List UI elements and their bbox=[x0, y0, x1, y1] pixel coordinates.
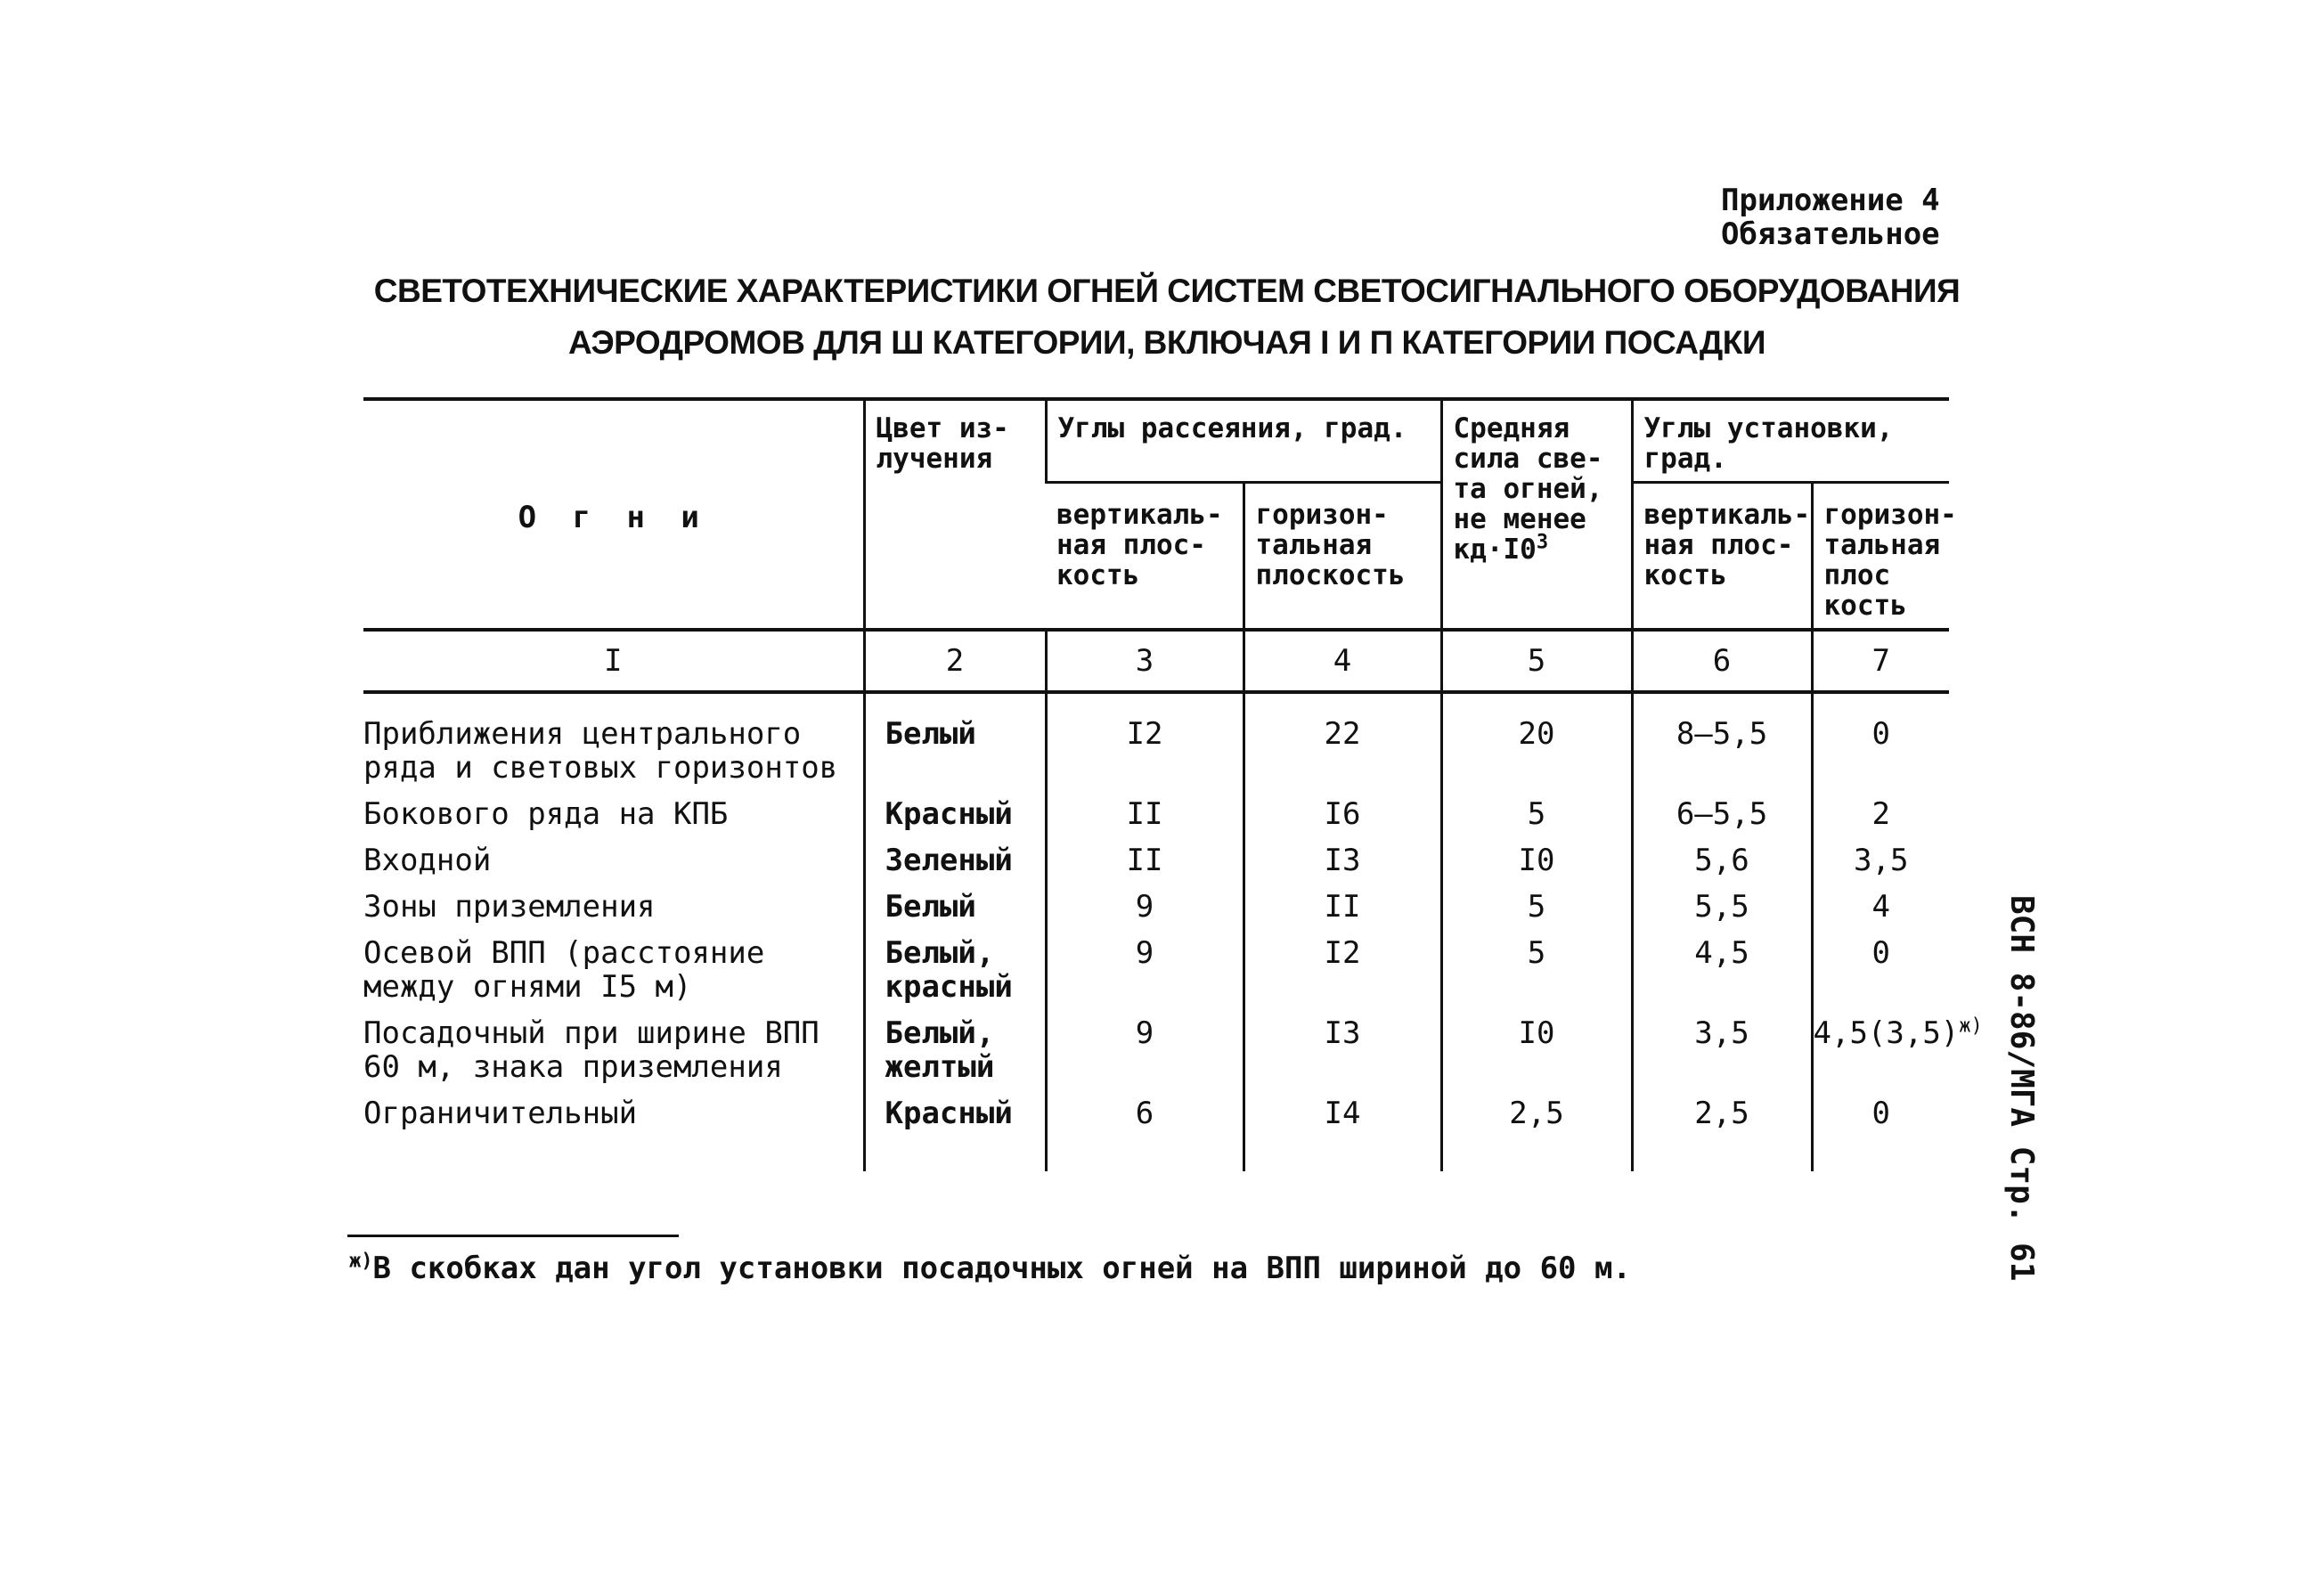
cell-install-horizontal: 0 bbox=[1812, 936, 1949, 1016]
title-line-1: СВЕТОТЕХНИЧЕСКИЕ ХАРАКТЕРИСТИКИ ОГНЕЙ СИСТЕМ СВЕТОСИГНАЛЬНОГО ОБОРУДОВАНИЯ bbox=[373, 273, 1961, 309]
appendix-status: Обязательное bbox=[1721, 216, 1940, 252]
cell-light-name: Посадочный при ширине ВПП 60 м, знака приземления bbox=[363, 1015, 820, 1085]
cell-install-horizontal-value: 4,5(3,5) bbox=[1813, 1015, 1960, 1051]
table-row bbox=[363, 844, 1949, 890]
cell-scatter-horizontal: I6 bbox=[1244, 797, 1441, 844]
cell-install-horizontal: 0 bbox=[1812, 1096, 1949, 1171]
table-row bbox=[363, 1016, 1949, 1096]
cell-install-vertical: 5,6 bbox=[1632, 844, 1812, 890]
footnote-reference: ж) bbox=[1959, 1015, 1983, 1038]
header-lights: О г н и bbox=[363, 399, 864, 630]
cell-light-name: Ограничительный bbox=[363, 1096, 638, 1131]
cell-install-horizontal: 2 bbox=[1812, 797, 1949, 844]
cell-intensity: 5 bbox=[1441, 936, 1632, 1016]
cell-scatter-horizontal: I4 bbox=[1244, 1096, 1441, 1171]
cell-scatter-horizontal: 22 bbox=[1244, 692, 1441, 797]
cell-install-vertical: 5,5 bbox=[1632, 890, 1812, 936]
cell-install-horizontal: 4 bbox=[1812, 890, 1949, 936]
table-row bbox=[363, 936, 1949, 1016]
cell-color: Красный bbox=[864, 1096, 1046, 1171]
cell-light-name: Зоны приземления bbox=[363, 889, 656, 925]
header-color: Цвет из- лучения bbox=[864, 399, 1046, 630]
footnote-mark: ж) bbox=[349, 1250, 373, 1273]
cell-intensity: 20 bbox=[1441, 692, 1632, 797]
lights-spec-table bbox=[363, 397, 1983, 1171]
cell-intensity: 5 bbox=[1441, 797, 1632, 844]
header-install-horizontal: горизон- тальная плос кость bbox=[1812, 483, 1949, 631]
cell-light-name: Осевой ВПП (расстояние между огнями I5 м) bbox=[363, 935, 765, 1005]
header-scatter-vertical: вертикаль- ная плос- кость bbox=[1046, 483, 1244, 631]
cell-scatter-vertical: II bbox=[1046, 797, 1244, 844]
title-line-2: АЭРОДРОМОВ ДЛЯ Ш КАТЕГОРИИ, ВКЛЮЧАЯ I И П КАТЕГОРИИ ПОСАДКИ bbox=[568, 324, 1765, 361]
cell-install-vertical: 4,5 bbox=[1632, 936, 1812, 1016]
cell-color: Зеленый bbox=[864, 844, 1046, 890]
footnote bbox=[349, 1251, 1631, 1286]
table-row bbox=[363, 692, 1949, 797]
column-number: 5 bbox=[1441, 630, 1632, 692]
column-number: I bbox=[363, 630, 864, 692]
header-intensity-text: Средняя сила све- та огней, не менее кд·I0 bbox=[1453, 412, 1603, 566]
cell-install-vertical: 8–5,5 bbox=[1632, 692, 1812, 797]
cell-scatter-vertical: 9 bbox=[1046, 890, 1244, 936]
cell-scatter-horizontal: I2 bbox=[1244, 936, 1441, 1016]
cell-install-horizontal: 3,5 bbox=[1812, 844, 1949, 890]
cell-install-horizontal: 0 bbox=[1812, 692, 1949, 797]
cell-light-name: Входной bbox=[363, 843, 492, 878]
footnote-text: В скобках дан угол установки посадочных огней на ВПП шириной до 60 м. bbox=[372, 1251, 1631, 1286]
cell-intensity: I0 bbox=[1441, 844, 1632, 890]
cell-intensity: 5 bbox=[1441, 890, 1632, 936]
cell-intensity: 2,5 bbox=[1441, 1096, 1632, 1171]
cell-install-vertical: 3,5 bbox=[1632, 1016, 1812, 1096]
header-scatter-angles: Углы рассеяния, град. bbox=[1046, 399, 1441, 483]
cell-scatter-horizontal: II bbox=[1244, 890, 1441, 936]
cell-color: Белый, красный bbox=[864, 936, 1046, 1016]
header-intensity bbox=[1441, 399, 1632, 630]
cell-scatter-vertical: 9 bbox=[1046, 1016, 1244, 1096]
cell-scatter-vertical: 9 bbox=[1046, 936, 1244, 1016]
cell-scatter-horizontal: I3 bbox=[1244, 1016, 1441, 1096]
header-install-angles: Углы установки, град. bbox=[1632, 399, 1949, 483]
appendix-label bbox=[1721, 183, 1940, 251]
header-intensity-exponent: 3 bbox=[1536, 531, 1549, 554]
header-scatter-horizontal: горизон- тальная плоскость bbox=[1244, 483, 1441, 631]
footnote-divider bbox=[347, 1235, 679, 1237]
appendix-number: Приложение 4 bbox=[1721, 183, 1940, 218]
cell-scatter-vertical: I2 bbox=[1046, 692, 1244, 797]
cell-install-horizontal bbox=[1812, 1015, 1983, 1096]
header-install-vertical: вертикаль- ная плос- кость bbox=[1632, 483, 1812, 631]
column-number: 7 bbox=[1812, 630, 1949, 692]
cell-scatter-vertical: II bbox=[1046, 844, 1244, 890]
cell-install-vertical: 6–5,5 bbox=[1632, 797, 1812, 844]
table-row bbox=[363, 890, 1949, 936]
cell-scatter-horizontal: I3 bbox=[1244, 844, 1441, 890]
cell-install-vertical: 2,5 bbox=[1632, 1096, 1812, 1171]
cell-light-name: Приближения центрального ряда и световых горизонтов bbox=[363, 716, 838, 786]
cell-color: Белый bbox=[864, 890, 1046, 936]
cell-light-name: Бокового ряда на КПБ bbox=[363, 796, 729, 832]
cell-color: Белый, желтый bbox=[864, 1016, 1046, 1096]
table-row bbox=[363, 797, 1949, 844]
column-number: 2 bbox=[864, 630, 1046, 692]
document-title bbox=[338, 265, 1995, 369]
cell-scatter-vertical: 6 bbox=[1046, 1096, 1244, 1171]
column-number-row bbox=[363, 630, 1949, 692]
column-number: 4 bbox=[1244, 630, 1441, 692]
column-number: 3 bbox=[1046, 630, 1244, 692]
cell-intensity: I0 bbox=[1441, 1016, 1632, 1096]
table-row bbox=[363, 1096, 1949, 1171]
side-page-label: ВСН 8-86/МГА Стр. 61 bbox=[2003, 895, 2040, 1282]
column-number: 6 bbox=[1632, 630, 1812, 692]
cell-color: Белый bbox=[864, 692, 1046, 797]
cell-color: Красный bbox=[864, 797, 1046, 844]
